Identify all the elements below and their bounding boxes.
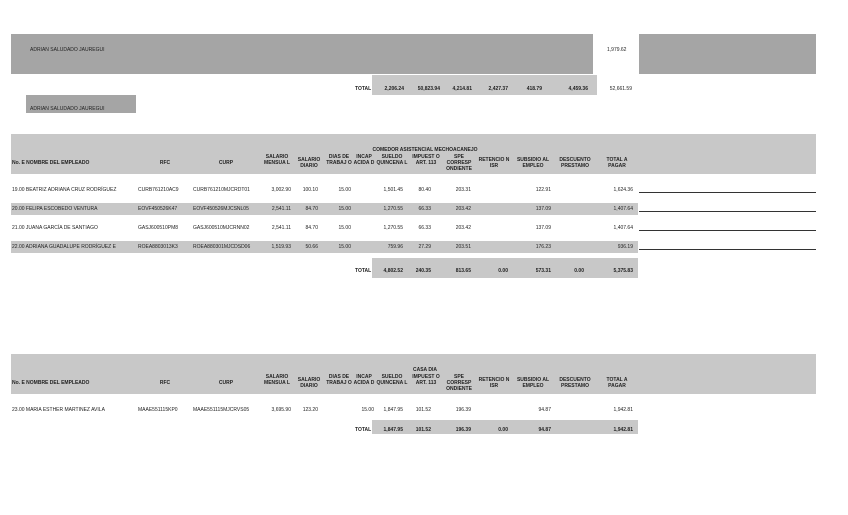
employee-rfc: EOVF450526K47 (138, 206, 178, 212)
employee-curp: CURB761210MJCRDT01 (193, 187, 250, 193)
col-header-sueldo: SUELDO QUINCENA L (376, 154, 408, 166)
col-header-salario-mensual: SALARIO MENSUA L (264, 374, 290, 386)
table-row (11, 404, 638, 416)
col-header-retencion: RETENCIO N ISR (478, 377, 510, 389)
employee-name: 22.00 ADRIANA GUADALUPE RODRÍGUEZ E (12, 244, 116, 250)
table-row (11, 184, 638, 196)
spe: 203.42 (455, 206, 471, 212)
top-total-3: 4,214.81 (452, 86, 472, 92)
impuesto: 66.33 (418, 225, 431, 231)
col-header-total: TOTAL A PAGAR (606, 157, 628, 169)
subsidio: 176.23 (535, 244, 551, 250)
sueldo-quincenal: 1,847.95 (383, 407, 403, 413)
section2-total-subsidio: 94.87 (538, 427, 551, 433)
col-header-incap: INCAP ACIDA D (353, 154, 375, 166)
section1-title: COMEDOR ASISTENCIAL MECHOACANEJO (372, 147, 478, 153)
top-total-1: 2,206.24 (384, 86, 404, 92)
col-header-descuento: DESCUENTO PRESTAMO (559, 377, 591, 389)
top-total-7: 52,661.59 (609, 86, 632, 92)
col-header-salario-mensual: SALARIO MENSUA L (264, 154, 290, 166)
employee-rfc: ROEA8803013K3 (138, 244, 178, 250)
table-row (11, 203, 638, 215)
section1-total-retencion: 0.00 (498, 268, 508, 274)
section1-total-descuento: 0.00 (574, 268, 584, 274)
top-right-bar (639, 34, 816, 74)
spe: 196.39 (455, 407, 471, 413)
total-pagar: 1,407.64 (613, 225, 633, 231)
col-header-salario-diario: SALARIO DIARIO (297, 157, 321, 169)
salario-diario: 50.66 (305, 244, 318, 250)
section1-total-impuesto: 240.35 (415, 268, 431, 274)
col-header-subsidio: SUBSIDIO AL EMPLEO (516, 377, 550, 389)
top-totals-bar (372, 75, 597, 95)
incapacidad: 15.00 (361, 407, 374, 413)
impuesto: 101.52 (415, 407, 431, 413)
subsidio: 137.09 (535, 225, 551, 231)
col-header-subsidio: SUBSIDIO AL EMPLEO (516, 157, 550, 169)
salario-mensual: 2,541.11 (271, 225, 291, 231)
section1-total-sueldo: 4,802.52 (383, 268, 403, 274)
col-header-impuesto: IMPUEST O ART. 113 (412, 374, 440, 386)
salario-diario: 100.10 (302, 187, 318, 193)
impuesto: 27.29 (418, 244, 431, 250)
top-total-label: TOTAL (355, 86, 372, 92)
section2-total-label: TOTAL (355, 427, 372, 433)
spe: 203.42 (455, 225, 471, 231)
employee-rfc: CURB761210AC9 (138, 187, 179, 193)
col-header-impuesto: IMPUEST O ART. 113 (412, 154, 440, 166)
salario-mensual: 3,002.90 (271, 187, 291, 193)
employee-name: 23.00 MARIA ESTHER MARTINEZ AVILA (12, 407, 105, 413)
sueldo-quincenal: 1,501.45 (383, 187, 403, 193)
row-underline (639, 192, 816, 193)
col-header-curp: CURP (218, 380, 234, 386)
top-total-5: 418.79 (526, 86, 542, 92)
employee-curp: EOVF450526MJCSNL05 (193, 206, 249, 212)
subsidio: 137.09 (535, 206, 551, 212)
col-header-descuento: DESCUENTO PRESTAMO (559, 157, 591, 169)
top-employee-name-2: ADRIAN SALUDADO JAUREGUI (30, 106, 105, 112)
section2-total-sueldo: 1,847.95 (383, 427, 403, 433)
impuesto: 66.33 (418, 206, 431, 212)
employee-rfc: GASJ600510PM8 (138, 225, 179, 231)
section1-total-spe: 813.65 (455, 268, 471, 274)
row-underline (639, 211, 816, 212)
col-header-rfc: RFC (159, 160, 171, 166)
dias-trabajo: 15.00 (338, 244, 351, 250)
dias-trabajo: 15.00 (338, 206, 351, 212)
employee-curp: ROEA880301MJCDSD06 (193, 244, 251, 250)
employee-name: 21.00 JUANA GARCÍA DE SANTIAGO (12, 225, 98, 231)
salario-diario: 123.20 (302, 407, 318, 413)
col-header-total: TOTAL A PAGAR (606, 377, 628, 389)
subsidio: 122.91 (535, 187, 551, 193)
col-header-dias: DIAS DE TRABAJ O (326, 374, 352, 386)
salario-diario: 84.70 (305, 225, 318, 231)
employee-rfc: MAAE551115KP0 (138, 407, 178, 413)
col-header-incap: INCAP ACIDA D (353, 374, 375, 386)
salario-mensual: 2,541.11 (271, 206, 291, 212)
employee-name: 20.00 FELIPA ESCOBEDO VENTURA (12, 206, 98, 212)
sueldo-quincenal: 759.96 (387, 244, 403, 250)
salario-mensual: 1,519.93 (271, 244, 291, 250)
table-row (11, 222, 638, 234)
top-amount: 1,979.62 (607, 47, 627, 53)
top-total-2: 50,823.94 (417, 86, 440, 92)
section1-total-pagar: 5,375.83 (613, 268, 633, 274)
impuesto: 80.40 (418, 187, 431, 193)
section2-title: CASA DÍA (413, 367, 437, 373)
top-employee-name: ADRIAN SALUDADO JAUREGUI (30, 47, 105, 53)
table-row (11, 241, 638, 253)
sueldo-quincenal: 1,270.55 (383, 206, 403, 212)
col-header-retencion: RETENCIO N ISR (478, 157, 510, 169)
total-pagar: 936.19 (617, 244, 633, 250)
spe: 203.31 (455, 187, 471, 193)
employee-name: 19.00 BEATRIZ ADRIANA CRUZ RODRÍGUEZ (12, 187, 117, 193)
col-header-spe: SPE CORRESP ONDIENTE (446, 154, 472, 172)
col-header-spe: SPE CORRESP ONDIENTE (446, 374, 472, 392)
dias-trabajo: 15.00 (338, 225, 351, 231)
total-pagar: 1,624.36 (613, 187, 633, 193)
row-underline (639, 230, 816, 231)
row-underline (639, 249, 816, 250)
dias-trabajo: 15.00 (338, 187, 351, 193)
sueldo-quincenal: 1,270.55 (383, 225, 403, 231)
section2-total-impuesto: 101.52 (415, 427, 431, 433)
col-header-name: No. E NOMBRE DEL EMPLEADO (12, 160, 90, 166)
top-total-6: 4,459.36 (568, 86, 588, 92)
col-header-curp: CURP (218, 160, 234, 166)
col-header-dias: DIAS DE TRABAJ O (326, 154, 352, 166)
total-pagar: 1,407.64 (613, 206, 633, 212)
section2-total-pagar: 1,942.81 (613, 427, 633, 433)
salario-mensual: 3,695.90 (271, 407, 291, 413)
section1-total-subsidio: 573.31 (535, 268, 551, 274)
col-header-salario-diario: SALARIO DIARIO (297, 377, 321, 389)
col-header-rfc: RFC (159, 380, 171, 386)
spe: 203.51 (455, 244, 471, 250)
salario-diario: 84.70 (305, 206, 318, 212)
subsidio: 94.87 (538, 407, 551, 413)
employee-curp: GASJ600510MJCRNN02 (193, 225, 250, 231)
section2-total-retencion: 0.00 (498, 427, 508, 433)
employee-curp: MAAE551115MJCRVS05 (193, 407, 250, 413)
top-summary-bar (11, 34, 593, 74)
section1-total-label: TOTAL (355, 268, 372, 274)
section2-total-spe: 196.39 (455, 427, 471, 433)
col-header-sueldo: SUELDO QUINCENA L (376, 374, 408, 386)
total-pagar: 1,942.81 (613, 407, 633, 413)
top-total-4: 2,427.37 (488, 86, 508, 92)
col-header-name: No. E NOMBRE DEL EMPLEADO (12, 380, 90, 386)
